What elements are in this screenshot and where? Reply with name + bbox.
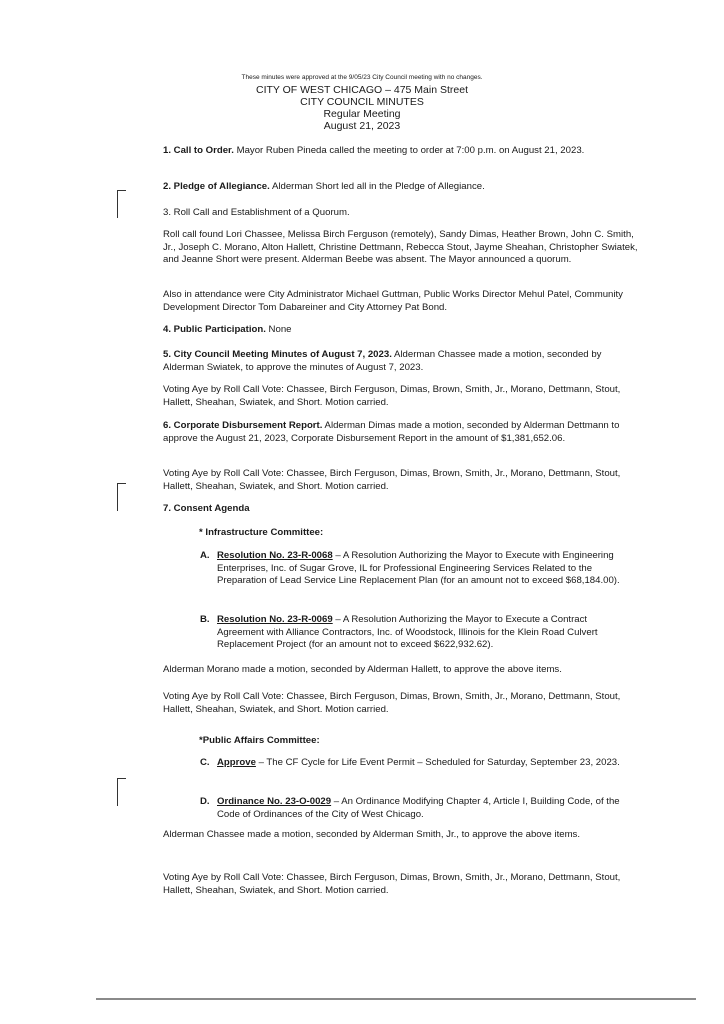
meeting-type: Regular Meeting <box>323 108 401 120</box>
section-call-to-order <box>163 145 643 158</box>
resolution-link: Resolution No. 23-R-0068 <box>217 550 333 561</box>
item-text: – A Resolution Authorizing the Mayor to Execute a Contract Agreement with Alliance Contractors, Inc. of Woodstock, Illinois for the Klein Road Culvert Replacement Project (for an amount not to exceed $622,932.62). <box>217 614 598 651</box>
section-title: 5. City Council Meeting Minutes of August 7, 2023. <box>163 349 392 360</box>
approval-note: These minutes were approved at the 9/05/23 City Council meeting with no changes. <box>241 74 483 81</box>
ordinance-link: Ordinance No. 23-O-0029 <box>217 796 332 807</box>
item-letter: B. <box>200 614 210 625</box>
section-title: 4. Public Participation. <box>163 324 266 335</box>
section-text: Alderman Chassee made a motion, seconded by Alderman Swiatek, to approve the minutes of August 7, 2023. <box>163 349 602 373</box>
attendance-paragraph: Also in attendance were City Administrator Michael Guttman, Public Works Director Mehul Patel, Community Development Director Tom Dabareiner and City Attorney Pat Bond. <box>163 289 623 313</box>
roll-call-paragraph: Roll call found Lori Chassee, Melissa Birch Ferguson (remotely), Sandy Dimas, Heather Brown, John C. Smith, Jr., Joseph C. Morano, Alton Hallett, Christine Dettmann, Rebecca Stout, Jayme Sheahan, Christopher Swiatek, and Jeanne Short were present. Alderman Beebe was absent. The Mayor announced a quorum. <box>163 229 638 266</box>
agenda-item-b <box>200 614 640 654</box>
section-text: None <box>265 324 292 335</box>
section-title: 6. Corporate Disbursement Report. <box>163 420 323 431</box>
resolution-link: Resolution No. 23-R-0069 <box>217 614 333 625</box>
margin-mark <box>117 483 126 511</box>
page-footer-rule <box>96 998 696 1000</box>
item-letter: C. <box>200 757 210 768</box>
item-text: – An Ordinance Modifying Chapter 4, Article I, Building Code, of the Code of Ordinances of the City of West Chicago. <box>217 796 620 820</box>
section-text: Alderman Dimas made a motion, seconded by Alderman Dettmann to approve the August 21, 2023, Corporate Disbursement Report in the amount of $1,381,652.06. <box>163 420 620 444</box>
section-text: Mayor Ruben Pineda called the meeting to order at 7:00 p.m. on August 21, 2023. <box>233 145 585 156</box>
city-address-line: CITY OF WEST CHICAGO – 475 Main Street <box>255 84 468 96</box>
section-disbursement <box>163 420 643 445</box>
item-text: – A Resolution Authorizing the Mayor to Execute with Engineering Enterprises, Inc. of Sugar Grove, IL for Professional Engineering Services Related to the Preparation of Lead Service Line Replacement Plan (for an amount not to exceed $68,184.00). <box>217 550 620 587</box>
public-affairs-committee-heading: *Public Affairs Committee: <box>199 735 320 746</box>
agenda-item-d <box>200 796 640 824</box>
section-title: 2. Pledge of Allegiance. <box>163 181 270 192</box>
meeting-date: August 21, 2023 <box>323 120 401 132</box>
section-public-participation <box>163 324 643 337</box>
section-text: Alderman Short led all in the Pledge of Allegiance. <box>269 181 485 192</box>
item-letter: A. <box>200 550 210 561</box>
agenda-item-c <box>200 757 640 785</box>
margin-mark <box>117 778 126 806</box>
vote-paragraph: Voting Aye by Roll Call Vote: Chassee, Birch Ferguson, Dimas, Brown, Smith, Jr., Morano, Dettmann, Stout, Hallett, Sheahan, Swiatek, and Short. Motion carried. <box>163 691 621 715</box>
agenda-item-a <box>200 550 640 602</box>
infrastructure-committee-heading: * Infrastructure Committee: <box>199 527 324 538</box>
section-pledge <box>163 181 643 194</box>
motion-paragraph: Alderman Chassee made a motion, seconded by Alderman Smith, Jr., to approve the above items. <box>163 829 581 840</box>
margin-mark <box>117 190 126 218</box>
item-letter: D. <box>200 796 210 807</box>
item-text: – The CF Cycle for Life Event Permit – Scheduled for Saturday, September 23, 2023. <box>255 757 620 768</box>
section-minutes-approval <box>163 349 643 374</box>
motion-paragraph: Alderman Morano made a motion, seconded by Alderman Hallett, to approve the above items. <box>163 664 562 675</box>
section-title: 1. Call to Order. <box>163 145 234 156</box>
document-title: CITY COUNCIL MINUTES <box>300 96 424 108</box>
vote-paragraph: Voting Aye by Roll Call Vote: Chassee, Birch Ferguson, Dimas, Brown, Smith, Jr., Morano, Dettmann, Stout, Hallett, Sheahan, Swiatek, and Short. Motion carried. <box>163 468 621 492</box>
vote-paragraph: Voting Aye by Roll Call Vote: Chassee, Birch Ferguson, Dimas, Brown, Smith, Jr., Morano, Dettmann, Stout, Hallett, Sheahan, Swiatek, and Short. Motion carried. <box>163 872 621 896</box>
approve-link: Approve <box>217 757 256 768</box>
section-consent-agenda-title: 7. Consent Agenda <box>163 503 250 514</box>
vote-paragraph: Voting Aye by Roll Call Vote: Chassee, Birch Ferguson, Dimas, Brown, Smith, Jr., Morano, Dettmann, Stout, Hallett, Sheahan, Swiatek, and Short. Motion carried. <box>163 384 621 408</box>
section-roll-call-title: 3. Roll Call and Establishment of a Quorum. <box>163 207 350 218</box>
